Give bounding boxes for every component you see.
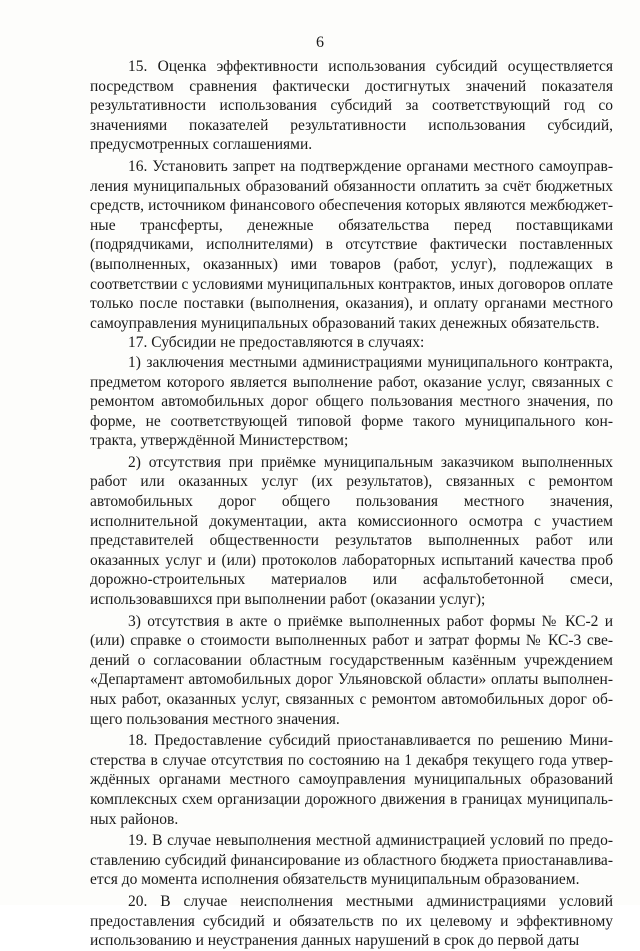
paragraph-15: 15. Оценка эффективности использования субсидий осуществляется посредством сравнения фактически достигнутых значений показателя результативности использования субсидий за соответствующий год со значениями показателей результативности использования субсидий, предусмотренных соглашениями. xyxy=(90,58,613,154)
paragraph-19: 19. В случае невыполнения местной администрацией условий по предоставлению субсидий финансирование из областного бюджета приостанавливается до момента исполнения обязательств муниципальным образованием. xyxy=(90,832,613,889)
paragraph-17-item-3: 3) отсутствия в акте о приёмке выполненных работ формы № КС-2 и (или) справке о стоимости выполненных работ и затрат формы № КС-3 сведений о согласовании областным государственным казённым учреждением «Департамент автомобильных дорог Ульяновской области» оплаты выполненных работ, оказанных услуг, связанных с ремонтом автомобильных дорог общего пользования местного значения. xyxy=(90,612,613,728)
document-body xyxy=(90,57,613,951)
paragraph-17-item-2: 2) отсутствия при приёмке муниципальным заказчиком выполненных работ или оказанных услуг (их результатов), связанных с ремонтом автомобильных дорог общего пользования местного значения, исполнительной документации, акта комиссионного осмотра с участием представителей общественности результатов выполненных работ или оказанных услуг и (или) протоколов лабораторных испытаний качества проб дорожно-строительных материалов или асфальтобетонной смеси, использовавшихся при выполнении работ (оказании услуг); xyxy=(90,453,613,609)
paragraph-18: 18. Предоставление субсидий приостанавливается по решению Министерства в случае отсутствия по состоянию на 1 декабря текущего года утверждённых органами местного самоуправления муниципальных образований комплексных схем организации дорожного движения в границах муниципальных районов. xyxy=(90,732,613,828)
page-number: 6 xyxy=(316,34,324,51)
paragraph-20: 20. В случае неисполнения местными администрациями условий предоставления субсидий и обязательств по их целевому и эффективному использованию и неустранения данных нарушений в срок до первой даты xyxy=(90,892,613,950)
paragraph-16: 16. Установить запрет на подтверждение органами местного самоуправления муниципальных образований обязанности оплатить за счёт бюджетных средств, источником финансового обеспечения которых являются межбюджетные трансферты, денежные обязательства перед поставщиками (подрядчиками, исполнителями) в отсутствие фактически поставленных (выполненных, оказанных) ими товаров (работ, услуг), подлежащих в соответствии с условиями муниципальных контрактов, иных договоров оплате только после поставки (выполнения, оказания), и оплату органами местного самоуправления муниципальных образований таких денежных обязательств. xyxy=(90,157,613,332)
paragraph-17-item-1: 1) заключения местными администрациями муниципального контракта, предметом которого является выполнение работ, оказание услуг, связанных с ремонтом автомобильных дорог общего пользования местного значения, по форме, не соответствующей типовой форме такого муниципального контракта, утверждённой Министерством; xyxy=(90,353,613,450)
paragraph-17: 17. Субсидии не предоставляются в случаях: xyxy=(128,334,425,352)
